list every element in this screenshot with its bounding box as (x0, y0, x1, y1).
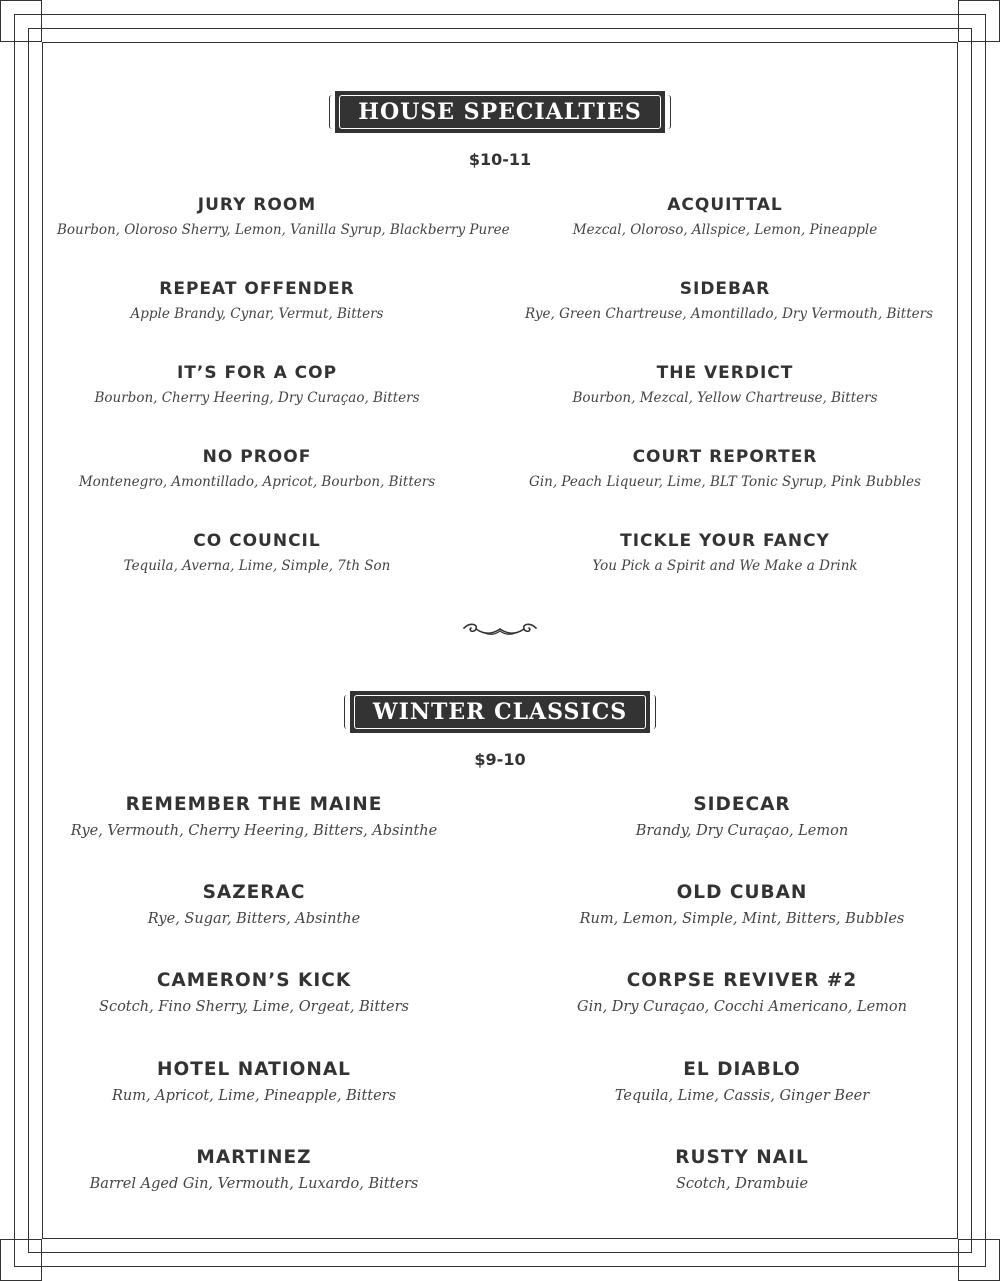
corner-top-right (958, 0, 1000, 42)
item-name: NO PROOF (202, 447, 312, 467)
menu-item (57, 531, 457, 574)
menu-item (54, 794, 454, 839)
item-ingredients: Gin, Dry Curaçao, Cocchi Americano, Lemon (577, 999, 907, 1015)
menu-item (542, 1147, 942, 1192)
menu-item (542, 970, 942, 1015)
menu-item (57, 195, 510, 238)
menu-item (57, 447, 457, 490)
item-ingredients: Rum, Apricot, Lime, Pineapple, Bitters (111, 1088, 397, 1104)
item-name: TICKLE YOUR FANCY (620, 531, 830, 551)
menu-item (525, 531, 925, 574)
item-name: MARTINEZ (196, 1147, 312, 1168)
item-ingredients: Rye, Vermouth, Cherry Heering, Bitters, Absinthe (70, 823, 438, 839)
item-name: IT’S FOR A COP (176, 363, 338, 383)
item-ingredients: Rum, Lemon, Simple, Mint, Bitters, Bubbles (579, 911, 905, 927)
item-ingredients: Tequila, Averna, Lime, Simple, 7th Son (123, 558, 391, 574)
item-name: COURT REPORTER (632, 447, 818, 467)
item-name: THE VERDICT (656, 363, 794, 383)
menu-item (542, 1059, 942, 1104)
item-ingredients: Tequila, Lime, Cassis, Ginger Beer (614, 1088, 870, 1104)
item-name: REPEAT OFFENDER (159, 279, 355, 299)
item-ingredients: Brandy, Dry Curaçao, Lemon (635, 823, 849, 839)
winter-price: $9-10 (474, 750, 526, 769)
item-name: EL DIABLO (683, 1059, 801, 1080)
menu-item (542, 794, 942, 839)
corner-top-left (0, 0, 42, 42)
item-ingredients: Montenegro, Amontillado, Apricot, Bourbon, Bitters (78, 474, 436, 490)
item-ingredients: Scotch, Drambuie (675, 1176, 809, 1192)
item-name: SAZERAC (202, 882, 306, 903)
item-ingredients: Apple Brandy, Cynar, Vermut, Bitters (130, 306, 384, 322)
menu-item (57, 363, 457, 406)
corner-bottom-left (0, 1239, 42, 1281)
menu-item (54, 1147, 454, 1192)
item-ingredients: Scotch, Fino Sherry, Lime, Orgeat, Bitters (99, 999, 409, 1015)
menu-item (54, 1059, 454, 1104)
item-name: OLD CUBAN (676, 882, 808, 903)
house-price: $10-11 (468, 150, 532, 169)
item-name: SIDECAR (693, 794, 791, 815)
winter-title-text: WINTER CLASSICS (372, 699, 628, 725)
item-ingredients: Bourbon, Oloroso Sherry, Lemon, Vanilla Syrup, Blackberry Puree (57, 222, 510, 238)
item-ingredients: Mezcal, Oloroso, Allspice, Lemon, Pineapple (572, 222, 878, 238)
flourish-divider-icon (462, 620, 538, 640)
menu-item (525, 279, 933, 322)
house-title-text: HOUSE SPECIALTIES (358, 99, 642, 125)
corner-bottom-right (958, 1239, 1000, 1281)
item-ingredients: Rye, Sugar, Bitters, Absinthe (147, 911, 361, 927)
item-name: CAMERON’S KICK (156, 970, 352, 991)
item-ingredients: Bourbon, Mezcal, Yellow Chartreuse, Bitters (572, 390, 878, 406)
item-name: ACQUITTAL (667, 195, 783, 215)
item-name: SIDEBAR (679, 279, 771, 299)
menu-item (54, 970, 454, 1015)
item-ingredients: Gin, Peach Liqueur, Lime, BLT Tonic Syrup, Pink Bubbles (529, 474, 921, 490)
item-name: RUSTY NAIL (675, 1147, 809, 1168)
item-name: JURY ROOM (197, 195, 317, 215)
item-name: CORPSE REVIVER #2 (626, 970, 858, 991)
item-ingredients: You Pick a Spirit and We Make a Drink (592, 558, 858, 574)
menu-item (54, 882, 454, 927)
item-name: HOTEL NATIONAL (157, 1059, 351, 1080)
item-ingredients: Barrel Aged Gin, Vermouth, Luxardo, Bitters (89, 1176, 419, 1192)
item-ingredients: Bourbon, Cherry Heering, Dry Curaçao, Bitters (94, 390, 420, 406)
item-name: CO COUNCIL (193, 531, 321, 551)
item-ingredients: Rye, Green Chartreuse, Amontillado, Dry Vermouth, Bitters (525, 306, 933, 322)
winter-classics-title (350, 691, 650, 733)
menu-item (542, 882, 942, 927)
menu-item (525, 447, 925, 490)
menu-item (525, 363, 925, 406)
house-specialties-title (335, 91, 665, 133)
menu-item (57, 279, 457, 322)
menu-item (525, 195, 925, 238)
item-name: REMEMBER THE MAINE (125, 794, 383, 815)
